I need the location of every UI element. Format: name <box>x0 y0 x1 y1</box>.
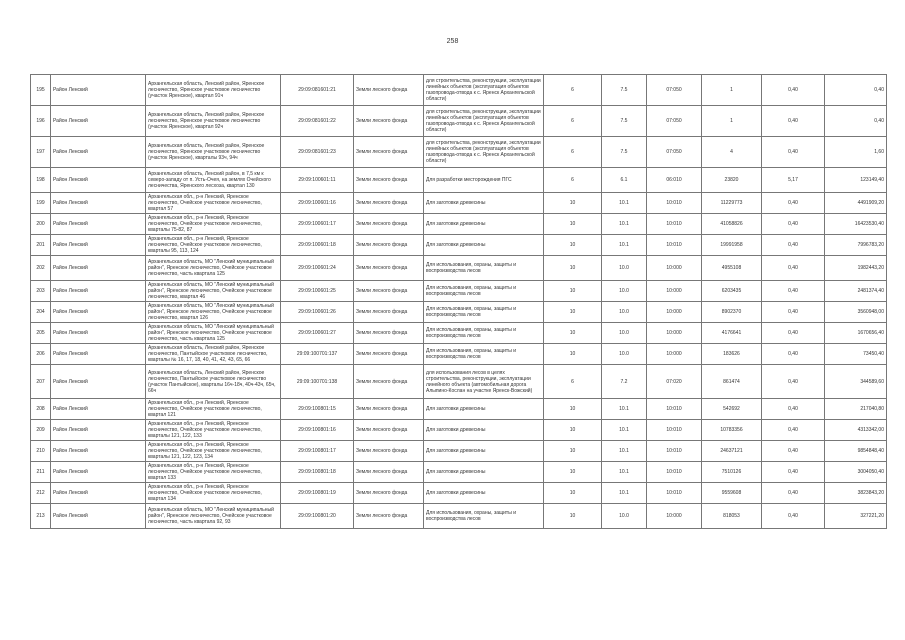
cadastral-number-cell: 29:09:100601:24 <box>281 256 354 281</box>
use-group-cell: 10 <box>544 256 602 281</box>
use-group-cell: 10 <box>544 504 602 529</box>
area-cell: 41058826 <box>702 214 762 235</box>
land-category-cell: Земли лесного фонда <box>354 106 424 137</box>
land-category-cell: Земли лесного фонда <box>354 256 424 281</box>
use-group-cell: 6 <box>544 137 602 168</box>
specific-value-cell: 0,40 <box>762 441 825 462</box>
use-code-cell: 10.0 <box>602 281 647 302</box>
use-code-cell: 7.2 <box>602 365 647 399</box>
area-cell: 7510126 <box>702 462 762 483</box>
cadastral-value-cell: 2481374,40 <box>825 281 887 302</box>
permitted-use-cell: для строительства, реконструкции, эксплуатации линейных объектов (эксплуатация объектов газопровода-отвода к с. Яренск Архангельской области) <box>424 106 544 137</box>
permitted-use-cell: Для заготовки древесины <box>424 441 544 462</box>
area-cell: 861474 <box>702 365 762 399</box>
area-cell: 4 <box>702 137 762 168</box>
classifier-code-cell: 10:010 <box>647 214 702 235</box>
row-number: 197 <box>31 137 51 168</box>
cadastral-value-cell: 3560948,00 <box>825 302 887 323</box>
cadastral-number-cell: 29:09:100801:16 <box>281 420 354 441</box>
district-cell: Район Ленский <box>51 193 146 214</box>
land-category-cell: Земли лесного фонда <box>354 504 424 529</box>
location-cell: Архангельская область, Ленский район, Яренское лесничество, Пантыйское участковое лесничество (участок Пантыйское), кварталы 16ч-18ч, 40ч-43ч, 65ч, 66ч <box>146 365 281 399</box>
classifier-code-cell: 10:010 <box>647 483 702 504</box>
use-code-cell: 10.1 <box>602 483 647 504</box>
area-cell: 1 <box>702 106 762 137</box>
table-row <box>31 441 887 462</box>
table-row <box>31 462 887 483</box>
area-cell: 818053 <box>702 504 762 529</box>
classifier-code-cell: 10:000 <box>647 256 702 281</box>
specific-value-cell: 0,40 <box>762 75 825 106</box>
row-number: 210 <box>31 441 51 462</box>
classifier-code-cell: 10:010 <box>647 193 702 214</box>
use-group-cell: 6 <box>544 106 602 137</box>
district-cell: Район Ленский <box>51 399 146 420</box>
table-row <box>31 504 887 529</box>
area-cell: 19991958 <box>702 235 762 256</box>
cadastral-number-cell: 29:09:081601:21 <box>281 75 354 106</box>
use-group-cell: 6 <box>544 168 602 193</box>
district-cell: Район Ленский <box>51 365 146 399</box>
district-cell: Район Ленский <box>51 441 146 462</box>
use-code-cell: 10.1 <box>602 235 647 256</box>
classifier-code-cell: 06:010 <box>647 168 702 193</box>
cadastral-number-cell: 29:09:081601:23 <box>281 137 354 168</box>
permitted-use-cell: Для заготовки древесины <box>424 399 544 420</box>
district-cell: Район Ленский <box>51 75 146 106</box>
land-category-cell: Земли лесного фонда <box>354 483 424 504</box>
table-row <box>31 302 887 323</box>
permitted-use-cell: Для заготовки древесины <box>424 214 544 235</box>
row-number: 213 <box>31 504 51 529</box>
row-number: 204 <box>31 302 51 323</box>
row-number: 206 <box>31 344 51 365</box>
land-category-cell: Земли лесного фонда <box>354 344 424 365</box>
cadastral-value-cell: 9854848,40 <box>825 441 887 462</box>
use-group-cell: 10 <box>544 483 602 504</box>
area-cell: 183626 <box>702 344 762 365</box>
cadastral-number-cell: 29:09:100801:15 <box>281 399 354 420</box>
row-number: 212 <box>31 483 51 504</box>
permitted-use-cell: для использования лесов в целях строительства, реконструкции, эксплуатации линейного объекта (автомобильная дорога Алыпино-Кослан на участке Яренск-Вожский) <box>424 365 544 399</box>
cadastral-number-cell: 29:09:081601:22 <box>281 106 354 137</box>
area-cell: 9559608 <box>702 483 762 504</box>
location-cell: Архангельская обл., р-н Ленский, Яренское лесничество, Очейское участковое лесничество, квартал 57 <box>146 193 281 214</box>
classifier-code-cell: 07:050 <box>647 75 702 106</box>
use-code-cell: 10.0 <box>602 323 647 344</box>
district-cell: Район Ленский <box>51 256 146 281</box>
land-category-cell: Земли лесного фонда <box>354 75 424 106</box>
table-row <box>31 256 887 281</box>
cadastral-number-cell: 29:09:100601:25 <box>281 281 354 302</box>
permitted-use-cell: Для заготовки древесины <box>424 462 544 483</box>
classifier-code-cell: 07:020 <box>647 365 702 399</box>
cadastral-number-cell: 29:09:100801:18 <box>281 462 354 483</box>
use-group-cell: 10 <box>544 399 602 420</box>
area-cell: 10783356 <box>702 420 762 441</box>
cadastral-value-cell: 217040,80 <box>825 399 887 420</box>
classifier-code-cell: 07:050 <box>647 137 702 168</box>
table-row <box>31 420 887 441</box>
land-category-cell: Земли лесного фонда <box>354 365 424 399</box>
row-number: 203 <box>31 281 51 302</box>
district-cell: Район Ленский <box>51 281 146 302</box>
table-row <box>31 137 887 168</box>
area-cell: 542692 <box>702 399 762 420</box>
land-category-cell: Земли лесного фонда <box>354 137 424 168</box>
classifier-code-cell: 10:010 <box>647 441 702 462</box>
row-number: 201 <box>31 235 51 256</box>
use-group-cell: 10 <box>544 302 602 323</box>
row-number: 195 <box>31 75 51 106</box>
specific-value-cell: 0,40 <box>762 365 825 399</box>
use-group-cell: 10 <box>544 214 602 235</box>
area-cell: 8902370 <box>702 302 762 323</box>
permitted-use-cell: Для использования, охраны, защиты и воспроизводства лесов <box>424 281 544 302</box>
land-category-cell: Земли лесного фонда <box>354 302 424 323</box>
use-group-cell: 10 <box>544 323 602 344</box>
specific-value-cell: 0,40 <box>762 256 825 281</box>
permitted-use-cell: для строительства, реконструкции, эксплуатации линейных объектов (эксплуатация объектов газопровода-отвода к с. Яренск Архангельской области) <box>424 75 544 106</box>
permitted-use-cell: Для использования, охраны, защиты и воспроизводства лесов <box>424 344 544 365</box>
land-category-cell: Земли лесного фонда <box>354 235 424 256</box>
specific-value-cell: 0,40 <box>762 483 825 504</box>
permitted-use-cell: Для использования, охраны, защиты и воспроизводства лесов <box>424 256 544 281</box>
area-cell: 4955108 <box>702 256 762 281</box>
land-category-cell: Земли лесного фонда <box>354 441 424 462</box>
permitted-use-cell: Для заготовки древесины <box>424 420 544 441</box>
cadastral-value-cell: 1,60 <box>825 137 887 168</box>
cadastral-number-cell: 29:09:100601:16 <box>281 193 354 214</box>
district-cell: Район Ленский <box>51 214 146 235</box>
use-code-cell: 10.1 <box>602 214 647 235</box>
classifier-code-cell: 10:010 <box>647 420 702 441</box>
cadastral-value-cell: 3004050,40 <box>825 462 887 483</box>
location-cell: Архангельская область, Ленский район, Яренское лесничество, Яренское участковое лесничество (участок Яренское), квартал 92ч <box>146 106 281 137</box>
permitted-use-cell: Для заготовки древесины <box>424 193 544 214</box>
cadastral-value-cell: 16423530,40 <box>825 214 887 235</box>
specific-value-cell: 5,17 <box>762 168 825 193</box>
cadastral-number-cell: 29:09:100601:26 <box>281 302 354 323</box>
table-row <box>31 323 887 344</box>
district-cell: Район Ленский <box>51 137 146 168</box>
row-number: 205 <box>31 323 51 344</box>
location-cell: Архангельская область, МО "Ленский муниципальный район", Яренское лесничество, Очейское участковое лесничество, часть квартала 125 <box>146 256 281 281</box>
district-cell: Район Ленский <box>51 235 146 256</box>
cadastral-value-cell: 1670656,40 <box>825 323 887 344</box>
location-cell: Архангельская обл., р-н Ленский, Яренское лесничество, Очейское участковое лесничество, квартал 134 <box>146 483 281 504</box>
area-cell: 23820 <box>702 168 762 193</box>
district-cell: Район Ленский <box>51 483 146 504</box>
cadastral-value-table <box>30 74 887 529</box>
land-category-cell: Земли лесного фонда <box>354 399 424 420</box>
row-number: 199 <box>31 193 51 214</box>
location-cell: Архангельская область, МО "Ленский муниципальный район", Яренское лесничество, Очейское участковое лесничество, квартал 126 <box>146 302 281 323</box>
location-cell: Архангельская обл., р-н Ленский, Яренское лесничество, Очейское участковое лесничество, квартал 133 <box>146 462 281 483</box>
use-code-cell: 10.1 <box>602 420 647 441</box>
cadastral-value-cell: 327221,20 <box>825 504 887 529</box>
use-code-cell: 10.0 <box>602 256 647 281</box>
cadastral-number-cell: 29:09:100701:138 <box>281 365 354 399</box>
specific-value-cell: 0,40 <box>762 323 825 344</box>
table-row <box>31 168 887 193</box>
district-cell: Район Ленский <box>51 504 146 529</box>
specific-value-cell: 0,40 <box>762 420 825 441</box>
use-group-cell: 10 <box>544 441 602 462</box>
table-row <box>31 344 887 365</box>
cadastral-number-cell: 29:09:100601:27 <box>281 323 354 344</box>
table-row <box>31 235 887 256</box>
cadastral-value-cell: 123149,40 <box>825 168 887 193</box>
specific-value-cell: 0,40 <box>762 193 825 214</box>
use-group-cell: 10 <box>544 344 602 365</box>
cadastral-number-cell: 29:09:100601:17 <box>281 214 354 235</box>
permitted-use-cell: Для использования, охраны, защиты и воспроизводства лесов <box>424 323 544 344</box>
page-number: 258 <box>446 38 459 45</box>
specific-value-cell: 0,40 <box>762 281 825 302</box>
use-group-cell: 10 <box>544 281 602 302</box>
permitted-use-cell: Для заготовки древесины <box>424 483 544 504</box>
row-number: 211 <box>31 462 51 483</box>
location-cell: Архангельская обл., р-н Ленский, Яренское лесничество, Очейское участковое лесничество, квартал 121 <box>146 399 281 420</box>
location-cell: Архангельская область, Ленский район, Яренское лесничество, Пантыйское участковое лесничество, кварталы № 16, 17, 18, 40, 41, 42, 43, 65, 66 <box>146 344 281 365</box>
table-row <box>31 281 887 302</box>
location-cell: Архангельская область, МО "Ленский муниципальный район", Яренское лесничество, Очейское участковое лесничество, часть квартала 125 <box>146 323 281 344</box>
location-cell: Архангельская обл., р-н Ленский, Яренское лесничество, Очейское участковое лесничество, кварталы 121, 122, 123, 134 <box>146 441 281 462</box>
location-cell: Архангельская область, МО "Ленский муниципальный район", Яренское лесничество, Очейское участковое лесничество, квартал 46 <box>146 281 281 302</box>
area-cell: 4176641 <box>702 323 762 344</box>
district-cell: Район Ленский <box>51 168 146 193</box>
use-code-cell: 10.0 <box>602 504 647 529</box>
land-category-cell: Земли лесного фонда <box>354 214 424 235</box>
land-category-cell: Земли лесного фонда <box>354 462 424 483</box>
row-number: 200 <box>31 214 51 235</box>
district-cell: Район Ленский <box>51 344 146 365</box>
use-group-cell: 10 <box>544 462 602 483</box>
district-cell: Район Ленский <box>51 462 146 483</box>
district-cell: Район Ленский <box>51 106 146 137</box>
cadastral-number-cell: 29:09:100601:18 <box>281 235 354 256</box>
land-category-cell: Земли лесного фонда <box>354 323 424 344</box>
classifier-code-cell: 10:010 <box>647 462 702 483</box>
permitted-use-cell: Для разработки месторождения ПГС <box>424 168 544 193</box>
classifier-code-cell: 10:000 <box>647 302 702 323</box>
cadastral-number-cell: 29:09:100601:11 <box>281 168 354 193</box>
cadastral-number-cell: 29:09:100701:137 <box>281 344 354 365</box>
table-row <box>31 75 887 106</box>
use-group-cell: 6 <box>544 365 602 399</box>
table-row <box>31 193 887 214</box>
use-group-cell: 6 <box>544 75 602 106</box>
area-cell: 1 <box>702 75 762 106</box>
district-cell: Район Ленский <box>51 323 146 344</box>
cadastral-value-cell: 0,40 <box>825 75 887 106</box>
use-code-cell: 10.1 <box>602 399 647 420</box>
table-row <box>31 106 887 137</box>
classifier-code-cell: 10:010 <box>647 235 702 256</box>
specific-value-cell: 0,40 <box>762 302 825 323</box>
permitted-use-cell: Для использования, охраны, защиты и воспроизводства лесов <box>424 302 544 323</box>
classifier-code-cell: 10:000 <box>647 344 702 365</box>
land-category-cell: Земли лесного фонда <box>354 281 424 302</box>
location-cell: Архангельская область, МО "Ленский муниципальный район", Яренское лесничество, Очейское участковое лесничество, часть квартала 92, 93 <box>146 504 281 529</box>
row-number: 208 <box>31 399 51 420</box>
specific-value-cell: 0,40 <box>762 214 825 235</box>
area-cell: 6203435 <box>702 281 762 302</box>
classifier-code-cell: 10:000 <box>647 323 702 344</box>
cadastral-number-cell: 29:09:100801:20 <box>281 504 354 529</box>
district-cell: Район Ленский <box>51 302 146 323</box>
row-number: 207 <box>31 365 51 399</box>
specific-value-cell: 0,40 <box>762 399 825 420</box>
location-cell: Архангельская область, Ленский район, Яренское лесничество, Яренское участковое лесничество (участок Яренское), кварталы 93ч, 94ч <box>146 137 281 168</box>
use-group-cell: 10 <box>544 193 602 214</box>
permitted-use-cell: Для заготовки древесины <box>424 235 544 256</box>
cadastral-number-cell: 29:09:100801:17 <box>281 441 354 462</box>
row-number: 209 <box>31 420 51 441</box>
use-code-cell: 10.1 <box>602 193 647 214</box>
use-code-cell: 7.5 <box>602 106 647 137</box>
row-number: 196 <box>31 106 51 137</box>
location-cell: Архангельская обл., р-н Ленский, Яренское лесничество, Очейское участковое лесничество, кварталы 75-82, 87 <box>146 214 281 235</box>
table-row <box>31 483 887 504</box>
classifier-code-cell: 10:000 <box>647 504 702 529</box>
use-code-cell: 7.5 <box>602 137 647 168</box>
table-row <box>31 214 887 235</box>
table-row <box>31 399 887 420</box>
cadastral-value-cell: 4313342,00 <box>825 420 887 441</box>
area-cell: 24637121 <box>702 441 762 462</box>
location-cell: Архангельская обл., р-н Ленский, Яренское лесничество, Очейское участковое лесничество, кварталы 121, 122, 133 <box>146 420 281 441</box>
cadastral-value-cell: 3823843,20 <box>825 483 887 504</box>
row-number: 198 <box>31 168 51 193</box>
use-code-cell: 7.5 <box>602 75 647 106</box>
use-code-cell: 6.1 <box>602 168 647 193</box>
cadastral-value-cell: 7996783,20 <box>825 235 887 256</box>
cadastral-value-cell: 73450,40 <box>825 344 887 365</box>
land-category-cell: Земли лесного фонда <box>354 420 424 441</box>
use-group-cell: 10 <box>544 420 602 441</box>
use-code-cell: 10.1 <box>602 441 647 462</box>
permitted-use-cell: для строительства, реконструкции, эксплуатации линейных объектов (эксплуатация объектов газопровода-отвода к с. Яренск Архангельской области) <box>424 137 544 168</box>
permitted-use-cell: Для использования, охраны, защиты и воспроизводства лесов <box>424 504 544 529</box>
area-cell: 11229773 <box>702 193 762 214</box>
cadastral-value-cell: 1982443,20 <box>825 256 887 281</box>
classifier-code-cell: 10:010 <box>647 399 702 420</box>
use-group-cell: 10 <box>544 235 602 256</box>
specific-value-cell: 0,40 <box>762 106 825 137</box>
use-code-cell: 10.0 <box>602 302 647 323</box>
cadastral-number-cell: 29:09:100801:19 <box>281 483 354 504</box>
use-code-cell: 10.1 <box>602 462 647 483</box>
land-category-cell: Земли лесного фонда <box>354 193 424 214</box>
table-row <box>31 365 887 399</box>
classifier-code-cell: 07:050 <box>647 106 702 137</box>
location-cell: Архангельская область, Ленский район, в 7,5 км к северо-западу от п. Усть-Очея, на землях Очейского лесничества, Яренского лесхоза, квартал 130 <box>146 168 281 193</box>
use-code-cell: 10.0 <box>602 344 647 365</box>
location-cell: Архангельская обл., р-н Ленский, Яренское лесничество, Очейское участковое лесничество, кварталы 95, 113, 124 <box>146 235 281 256</box>
classifier-code-cell: 10:000 <box>647 281 702 302</box>
district-cell: Район Ленский <box>51 420 146 441</box>
land-category-cell: Земли лесного фонда <box>354 168 424 193</box>
location-cell: Архангельская область, Ленский район, Яренское лесничество, Яренское участковое лесничество (участок Яренское), квартал 91ч <box>146 75 281 106</box>
row-number: 202 <box>31 256 51 281</box>
specific-value-cell: 0,40 <box>762 344 825 365</box>
cadastral-value-cell: 4491909,20 <box>825 193 887 214</box>
specific-value-cell: 0,40 <box>762 462 825 483</box>
specific-value-cell: 0,40 <box>762 137 825 168</box>
specific-value-cell: 0,40 <box>762 235 825 256</box>
cadastral-value-cell: 344589,60 <box>825 365 887 399</box>
specific-value-cell: 0,40 <box>762 504 825 529</box>
cadastral-value-cell: 0,40 <box>825 106 887 137</box>
